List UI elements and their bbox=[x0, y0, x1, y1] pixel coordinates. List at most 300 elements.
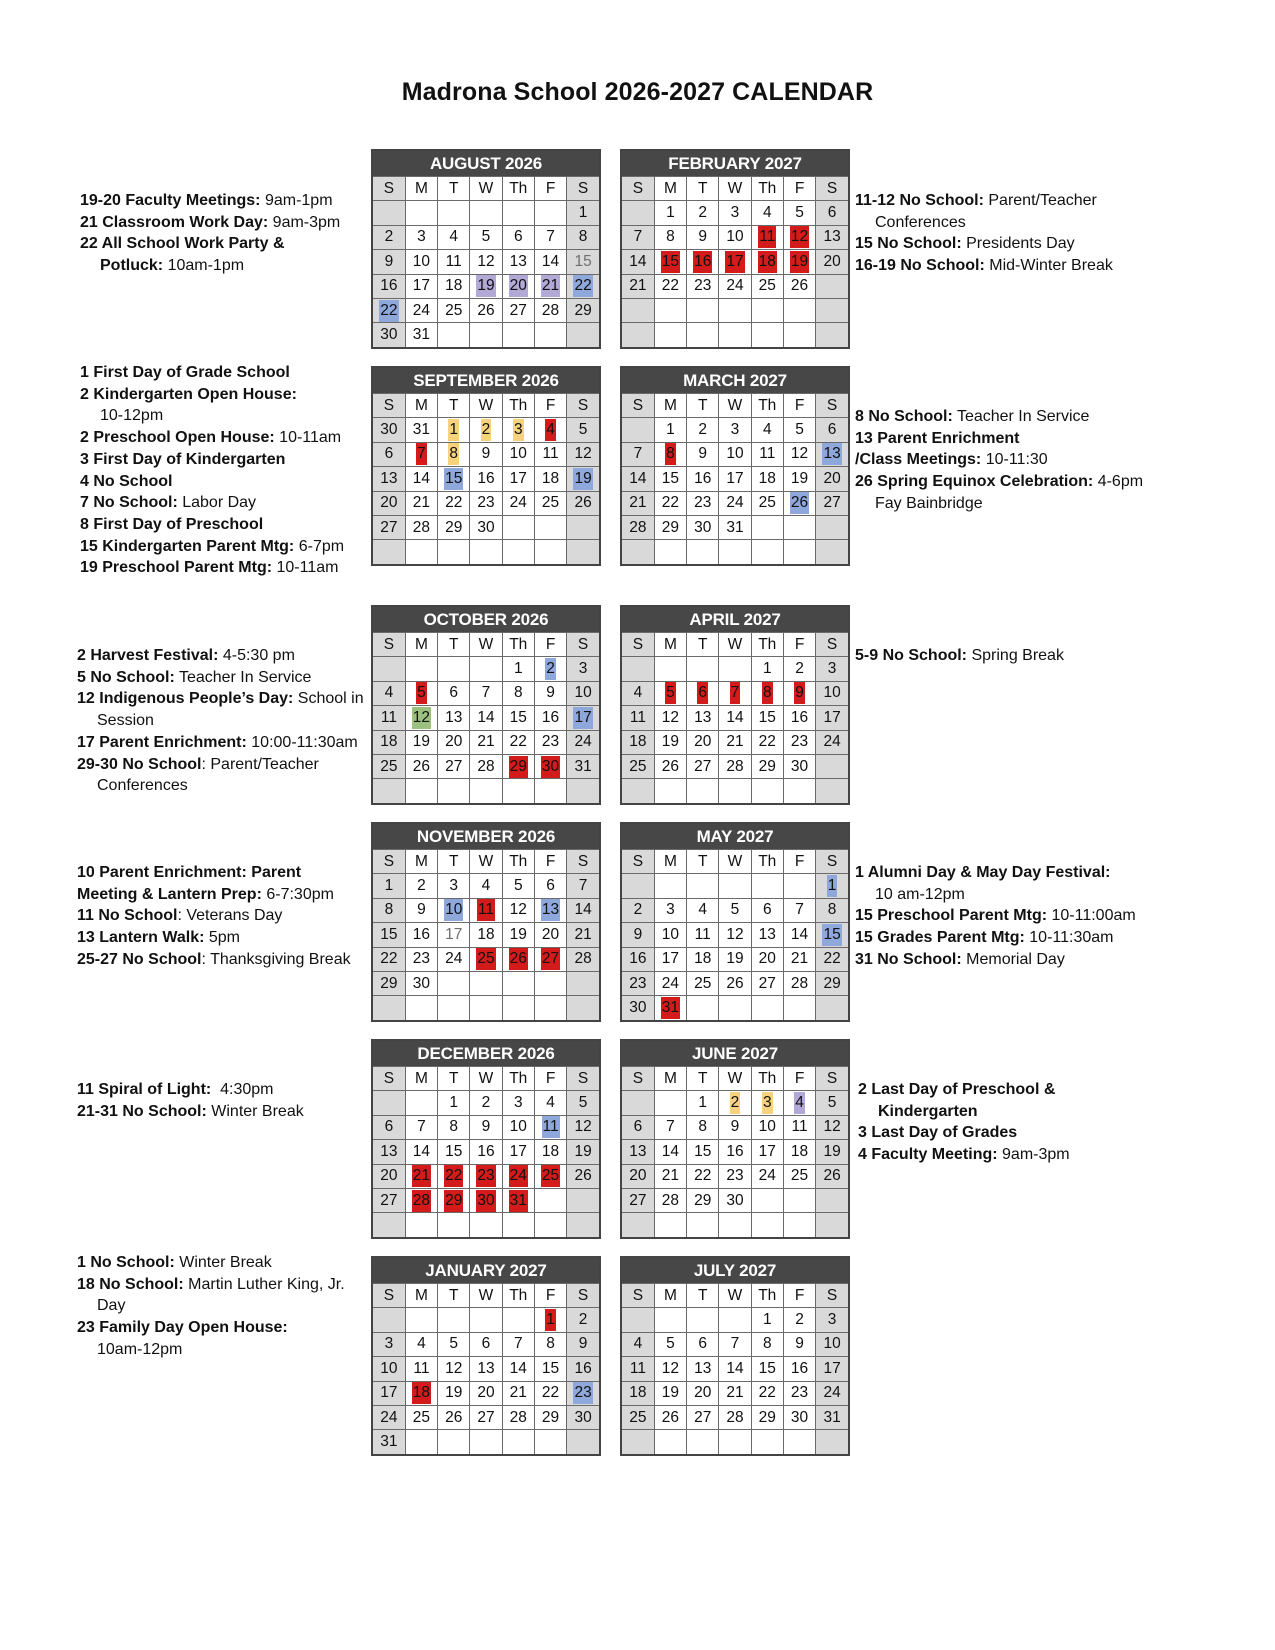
weekday-label: M bbox=[654, 394, 686, 418]
note-label: 22 All School Work Party & bbox=[80, 235, 285, 253]
note-line bbox=[858, 1144, 1070, 1166]
day-cell bbox=[470, 467, 502, 491]
month-header: DECEMBER 2026 bbox=[373, 1041, 599, 1066]
day-number: 14 bbox=[661, 1142, 680, 1160]
day-cell bbox=[534, 1164, 566, 1188]
day-number: 20 bbox=[823, 469, 841, 487]
day-number: 22 bbox=[694, 1167, 712, 1185]
week-row bbox=[622, 947, 848, 971]
day-cell bbox=[405, 442, 437, 466]
day-number: 23 bbox=[412, 950, 431, 968]
day-cell bbox=[654, 274, 686, 298]
week-row bbox=[622, 1357, 848, 1381]
note-line bbox=[77, 1079, 304, 1101]
day-cell bbox=[816, 1357, 848, 1381]
day-number: 17 bbox=[509, 1142, 527, 1160]
day-cell bbox=[438, 1140, 470, 1164]
day-cell bbox=[783, 657, 815, 681]
note-detail: 10-11:00am bbox=[1047, 907, 1136, 925]
month-grid bbox=[622, 176, 848, 347]
week-row bbox=[622, 1164, 848, 1188]
day-number: 16 bbox=[574, 1359, 592, 1377]
note-label: Meeting & Lantern Prep: bbox=[77, 885, 262, 903]
note-detail: 5pm bbox=[204, 929, 241, 947]
week-row bbox=[622, 1091, 848, 1115]
day-number: 16 bbox=[412, 925, 431, 943]
empty-day-cell bbox=[470, 1430, 502, 1454]
day-number: 4 bbox=[794, 1092, 805, 1114]
note-line bbox=[77, 1317, 345, 1339]
empty-day-cell bbox=[816, 1430, 848, 1454]
day-cell bbox=[783, 1115, 815, 1139]
notes-june bbox=[858, 1079, 1070, 1166]
day-number: 16 bbox=[477, 1142, 495, 1160]
day-cell bbox=[783, 898, 815, 922]
empty-day-cell bbox=[534, 779, 566, 803]
day-cell bbox=[534, 754, 566, 778]
day-cell bbox=[783, 923, 815, 947]
week-row bbox=[373, 779, 599, 803]
day-number: 31 bbox=[412, 326, 431, 344]
note-label: 21 Classroom Work Day: bbox=[80, 213, 269, 231]
day-number: 13 bbox=[541, 899, 560, 921]
day-number: 14 bbox=[629, 469, 647, 487]
day-number: 24 bbox=[509, 494, 527, 512]
day-number: 13 bbox=[758, 925, 776, 943]
weekday-label: S bbox=[816, 394, 848, 418]
empty-day-cell bbox=[751, 874, 783, 898]
day-cell bbox=[567, 1405, 599, 1429]
note-label: 1 No School: bbox=[77, 1254, 175, 1271]
empty-day-cell bbox=[438, 1213, 470, 1237]
empty-day-cell bbox=[687, 779, 719, 803]
week-row bbox=[373, 1308, 599, 1332]
day-cell bbox=[751, 418, 783, 442]
note-label: 25-27 No School bbox=[77, 950, 202, 968]
day-number: 6 bbox=[633, 1118, 643, 1136]
empty-day-cell bbox=[405, 996, 437, 1020]
day-cell bbox=[502, 947, 534, 971]
day-number: 22 bbox=[661, 494, 680, 512]
day-number: 5 bbox=[827, 1094, 837, 1112]
day-cell bbox=[534, 947, 566, 971]
week-row bbox=[622, 1405, 848, 1429]
day-cell bbox=[719, 1381, 751, 1405]
day-number: 8 bbox=[665, 443, 676, 465]
day-cell bbox=[405, 947, 437, 971]
calendar-october-2026 bbox=[371, 605, 601, 805]
day-cell bbox=[751, 225, 783, 249]
weekday-label: T bbox=[438, 1067, 470, 1091]
note-line bbox=[80, 255, 340, 277]
day-number: 30 bbox=[574, 1408, 592, 1426]
weekday-label: T bbox=[438, 633, 470, 657]
day-cell bbox=[567, 730, 599, 754]
week-row bbox=[373, 1115, 599, 1139]
week-row bbox=[373, 250, 599, 274]
day-cell bbox=[502, 1140, 534, 1164]
day-cell bbox=[373, 323, 405, 347]
day-number: 24 bbox=[380, 1408, 398, 1426]
day-cell bbox=[405, 1332, 437, 1356]
month-grid bbox=[622, 1283, 848, 1454]
day-number: 1 bbox=[449, 1094, 459, 1112]
note-label: 29-30 No School bbox=[77, 755, 202, 773]
day-number: 4 bbox=[762, 421, 772, 439]
note-detail: Conferences bbox=[97, 777, 188, 795]
day-number: 3 bbox=[513, 1094, 523, 1112]
empty-day-cell bbox=[622, 779, 654, 803]
day-cell bbox=[470, 225, 502, 249]
day-cell bbox=[405, 491, 437, 515]
day-cell bbox=[405, 467, 437, 491]
day-cell bbox=[719, 1140, 751, 1164]
day-number: 28 bbox=[412, 518, 431, 536]
day-number: 21 bbox=[629, 494, 647, 512]
week-row bbox=[373, 996, 599, 1020]
note-detail: Winter Break bbox=[206, 1102, 304, 1120]
day-cell bbox=[373, 515, 405, 539]
day-cell bbox=[719, 1091, 751, 1115]
page-title: Madrona School 2026-2027 CALENDAR bbox=[401, 78, 874, 106]
empty-day-cell bbox=[502, 515, 534, 539]
day-number: 26 bbox=[509, 948, 528, 970]
day-cell bbox=[816, 225, 848, 249]
day-cell bbox=[751, 706, 783, 730]
day-number: 13 bbox=[694, 1359, 712, 1377]
day-cell bbox=[751, 681, 783, 705]
day-cell bbox=[502, 874, 534, 898]
day-number: 12 bbox=[790, 226, 809, 248]
day-number: 22 bbox=[380, 950, 398, 968]
empty-day-cell bbox=[751, 540, 783, 564]
day-number: 3 bbox=[666, 901, 675, 919]
day-cell bbox=[567, 681, 599, 705]
day-number: 13 bbox=[380, 469, 398, 487]
empty-day-cell bbox=[816, 515, 848, 539]
day-cell bbox=[470, 754, 502, 778]
day-cell bbox=[567, 1332, 599, 1356]
weekday-label: F bbox=[534, 1067, 566, 1091]
day-cell bbox=[816, 874, 848, 898]
day-number: 5 bbox=[578, 1094, 588, 1112]
note-line bbox=[858, 1079, 1070, 1101]
day-cell bbox=[687, 898, 719, 922]
day-number: 26 bbox=[412, 757, 431, 775]
note-detail: 4-6pm bbox=[1093, 473, 1144, 491]
day-number: 16 bbox=[790, 708, 809, 726]
day-cell bbox=[622, 1381, 654, 1405]
day-number: 20 bbox=[541, 925, 560, 943]
day-cell bbox=[438, 730, 470, 754]
empty-day-cell bbox=[751, 1188, 783, 1212]
day-cell bbox=[373, 706, 405, 730]
day-number: 20 bbox=[380, 494, 398, 512]
day-cell bbox=[622, 996, 654, 1020]
empty-day-cell bbox=[373, 540, 405, 564]
note-label: 12 Indigenous People’s Day: bbox=[77, 690, 294, 708]
weekday-label: T bbox=[687, 394, 719, 418]
weekday-label: S bbox=[567, 394, 599, 418]
day-cell bbox=[534, 250, 566, 274]
note-line bbox=[80, 471, 344, 493]
empty-day-cell bbox=[622, 540, 654, 564]
weekday-label: M bbox=[405, 850, 437, 874]
day-number: 14 bbox=[509, 1359, 527, 1377]
empty-day-cell bbox=[816, 1213, 848, 1237]
note-label: 2 Harvest Festival: bbox=[77, 647, 219, 664]
weekday-label: F bbox=[783, 1284, 815, 1308]
empty-day-cell bbox=[405, 1091, 437, 1115]
note-line bbox=[80, 384, 344, 406]
week-row bbox=[373, 1430, 599, 1454]
weekday-label: S bbox=[622, 1067, 654, 1091]
weekday-label: F bbox=[783, 1067, 815, 1091]
empty-day-cell bbox=[567, 1213, 599, 1237]
day-number: 26 bbox=[477, 301, 495, 319]
week-row bbox=[622, 681, 848, 705]
month-grid bbox=[622, 849, 848, 1020]
day-cell bbox=[622, 1332, 654, 1356]
day-number: 27 bbox=[477, 1408, 495, 1426]
day-number: 1 bbox=[762, 1311, 772, 1329]
day-cell bbox=[687, 201, 719, 225]
weekday-label: Th bbox=[502, 394, 534, 418]
day-cell bbox=[405, 971, 437, 995]
day-number: 12 bbox=[509, 901, 527, 919]
note-detail: 9am-1pm bbox=[260, 192, 333, 209]
day-number: 12 bbox=[412, 707, 431, 729]
day-number: 18 bbox=[694, 950, 712, 968]
day-number: 22 bbox=[379, 300, 398, 322]
day-cell bbox=[751, 1091, 783, 1115]
day-cell bbox=[751, 923, 783, 947]
month-header: MAY 2027 bbox=[622, 824, 848, 849]
note-line bbox=[855, 255, 1113, 277]
note-label: 15 Preschool Parent Mtg: bbox=[855, 907, 1048, 925]
day-number: 20 bbox=[694, 733, 712, 751]
weekday-label: Th bbox=[502, 633, 534, 657]
day-cell bbox=[751, 1308, 783, 1332]
empty-day-cell bbox=[783, 779, 815, 803]
note-line bbox=[858, 1122, 1070, 1144]
note-line bbox=[80, 536, 344, 558]
day-cell bbox=[470, 1091, 502, 1115]
day-number: 17 bbox=[758, 1142, 776, 1160]
day-cell bbox=[470, 1405, 502, 1429]
weekday-label: S bbox=[816, 633, 848, 657]
day-number: 25 bbox=[629, 1408, 647, 1426]
empty-day-cell bbox=[719, 323, 751, 347]
day-number: 10 bbox=[380, 1359, 398, 1377]
empty-day-cell bbox=[687, 874, 719, 898]
day-cell bbox=[751, 1140, 783, 1164]
day-number: 7 bbox=[633, 228, 643, 246]
day-number: 8 bbox=[698, 1118, 708, 1136]
day-number: 17 bbox=[725, 251, 744, 273]
note-line bbox=[77, 754, 364, 776]
day-number: 28 bbox=[574, 950, 592, 968]
day-number: 9 bbox=[795, 1335, 804, 1353]
note-detail: 10-11:30 bbox=[981, 451, 1048, 469]
weekday-label: T bbox=[438, 394, 470, 418]
day-cell bbox=[783, 1405, 815, 1429]
day-number: 8 bbox=[384, 901, 394, 919]
note-line bbox=[855, 428, 1143, 450]
week-row bbox=[373, 681, 599, 705]
day-number: 12 bbox=[823, 1118, 841, 1136]
calendar-january-2027 bbox=[371, 1256, 601, 1456]
day-number: 22 bbox=[445, 494, 463, 512]
day-cell bbox=[405, 923, 437, 947]
note-detail: Parent/Teacher bbox=[983, 192, 1097, 209]
day-number: 19 bbox=[573, 468, 592, 490]
day-number: 2 bbox=[417, 877, 426, 895]
week-row bbox=[373, 225, 599, 249]
week-row bbox=[622, 298, 848, 322]
day-number: 21 bbox=[726, 733, 744, 751]
empty-day-cell bbox=[373, 996, 405, 1020]
empty-day-cell bbox=[719, 779, 751, 803]
note-label: Kindergarten bbox=[878, 1102, 978, 1120]
note-line bbox=[77, 927, 351, 949]
day-cell bbox=[567, 923, 599, 947]
day-cell bbox=[816, 250, 848, 274]
day-cell bbox=[687, 1188, 719, 1212]
empty-day-cell bbox=[438, 971, 470, 995]
weekday-label: S bbox=[567, 1067, 599, 1091]
day-number: 10 bbox=[758, 1118, 776, 1136]
day-number: 12 bbox=[445, 1359, 463, 1377]
day-cell bbox=[816, 467, 848, 491]
day-cell bbox=[783, 250, 815, 274]
day-cell bbox=[567, 1381, 599, 1405]
empty-day-cell bbox=[654, 1430, 686, 1454]
day-number: 11 bbox=[629, 1359, 646, 1377]
day-number: 7 bbox=[513, 1335, 523, 1353]
day-number: 2 bbox=[578, 1311, 588, 1329]
weekday-label: T bbox=[438, 850, 470, 874]
day-number: 9 bbox=[384, 252, 394, 270]
note-detail: 6-7:30pm bbox=[261, 885, 334, 903]
day-cell bbox=[373, 1140, 405, 1164]
weekday-row bbox=[373, 1067, 599, 1091]
note-label: 5 No School: bbox=[77, 668, 175, 686]
note-label: Potluck: bbox=[100, 257, 164, 275]
day-number: 31 bbox=[380, 1433, 398, 1451]
weekday-label: S bbox=[622, 633, 654, 657]
day-number: 27 bbox=[694, 1408, 712, 1426]
day-cell bbox=[534, 298, 566, 322]
empty-day-cell bbox=[816, 274, 848, 298]
week-row bbox=[373, 323, 599, 347]
day-cell bbox=[502, 1381, 534, 1405]
note-detail: 10-11am bbox=[274, 429, 342, 447]
day-number: 6 bbox=[698, 1335, 708, 1353]
day-number: 5 bbox=[665, 682, 676, 704]
day-number: 6 bbox=[827, 204, 837, 222]
day-cell bbox=[502, 730, 534, 754]
day-number: 9 bbox=[698, 445, 708, 463]
day-number: 29 bbox=[823, 974, 841, 992]
week-row bbox=[373, 201, 599, 225]
empty-day-cell bbox=[783, 996, 815, 1020]
day-cell bbox=[719, 491, 751, 515]
day-number: 28 bbox=[541, 301, 560, 319]
note-detail: 4:30pm bbox=[211, 1081, 274, 1098]
day-number: 12 bbox=[790, 445, 809, 463]
day-cell bbox=[405, 515, 437, 539]
day-cell bbox=[438, 1405, 470, 1429]
week-row bbox=[373, 971, 599, 995]
day-cell bbox=[654, 225, 686, 249]
day-cell bbox=[567, 1308, 599, 1332]
empty-day-cell bbox=[783, 540, 815, 564]
empty-day-cell bbox=[751, 996, 783, 1020]
empty-day-cell bbox=[622, 1091, 654, 1115]
note-label: 17 Parent Enrichment: bbox=[77, 733, 247, 751]
empty-day-cell bbox=[687, 996, 719, 1020]
day-cell bbox=[438, 1381, 470, 1405]
day-cell bbox=[405, 250, 437, 274]
day-cell bbox=[470, 1164, 502, 1188]
day-number: 25 bbox=[476, 948, 495, 970]
day-number: 15 bbox=[380, 925, 398, 943]
note-label: 18 No School: bbox=[77, 1275, 184, 1293]
day-cell bbox=[654, 730, 686, 754]
day-cell bbox=[654, 467, 686, 491]
day-cell bbox=[567, 1115, 599, 1139]
month-header: JULY 2027 bbox=[622, 1258, 848, 1283]
day-cell bbox=[405, 225, 437, 249]
empty-day-cell bbox=[719, 874, 751, 898]
day-number: 19 bbox=[445, 1384, 463, 1402]
day-cell bbox=[816, 1164, 848, 1188]
day-cell bbox=[373, 298, 405, 322]
note-label: 11-12 No School: bbox=[855, 192, 984, 209]
day-number: 25 bbox=[412, 1408, 431, 1426]
day-cell bbox=[816, 1140, 848, 1164]
day-cell bbox=[502, 298, 534, 322]
day-cell bbox=[654, 923, 686, 947]
empty-day-cell bbox=[719, 657, 751, 681]
day-cell bbox=[687, 274, 719, 298]
day-cell bbox=[783, 971, 815, 995]
week-row bbox=[622, 201, 848, 225]
calendar-august-2026 bbox=[371, 149, 601, 349]
day-cell bbox=[373, 754, 405, 778]
weekday-label: M bbox=[654, 850, 686, 874]
empty-day-cell bbox=[654, 1091, 686, 1115]
day-number: 2 bbox=[545, 658, 556, 680]
day-cell bbox=[405, 1115, 437, 1139]
day-cell bbox=[687, 225, 719, 249]
day-number: 1 bbox=[666, 204, 675, 222]
day-number: 29 bbox=[574, 301, 592, 319]
empty-day-cell bbox=[502, 996, 534, 1020]
day-cell bbox=[816, 923, 848, 947]
day-cell bbox=[816, 947, 848, 971]
weekday-label: T bbox=[687, 177, 719, 201]
day-cell bbox=[502, 225, 534, 249]
day-cell bbox=[373, 681, 405, 705]
notes-february bbox=[855, 190, 1113, 277]
note-detail: Fay Bainbridge bbox=[875, 494, 983, 512]
day-cell bbox=[622, 1188, 654, 1212]
weekday-label: F bbox=[534, 1284, 566, 1308]
empty-day-cell bbox=[373, 1213, 405, 1237]
day-number: 10 bbox=[823, 684, 841, 702]
